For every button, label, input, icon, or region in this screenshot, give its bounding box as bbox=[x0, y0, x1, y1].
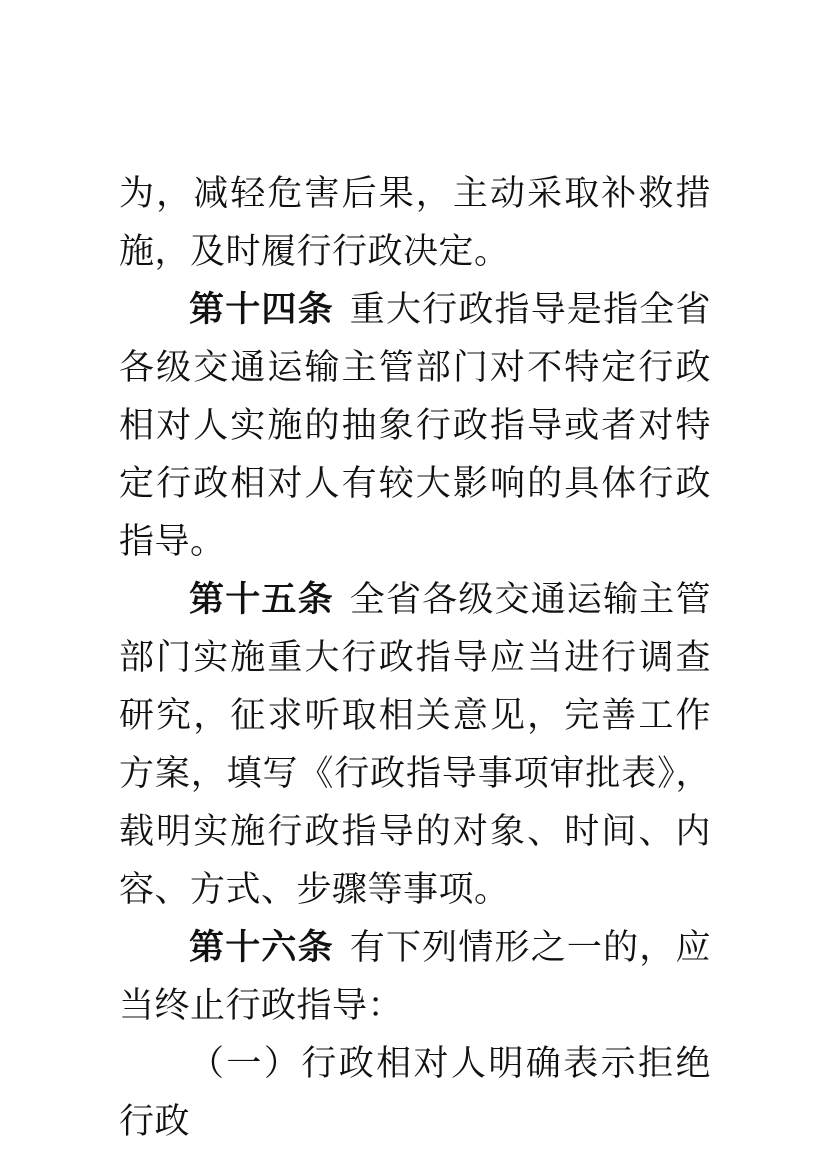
article-14 bbox=[119, 281, 711, 571]
article-number: 第十五条 bbox=[189, 580, 334, 620]
list-item bbox=[119, 1035, 711, 1151]
paragraph-text: （一）行政相对人明确表示拒绝行政 bbox=[119, 1044, 711, 1142]
article-number: 第十四条 bbox=[189, 290, 334, 330]
article-15 bbox=[119, 571, 711, 919]
paragraph-text: 重大行政指导是指全省各级交通运输主管部门对不特定行政相对人实施的抽象行政指导或者对特定行政相对人有较大影响的具体行政指导。 bbox=[119, 290, 711, 562]
article-16 bbox=[119, 919, 711, 1035]
paragraph-continuation bbox=[119, 165, 711, 281]
paragraph-text: 全省各级交通运输主管部门实施重大行政指导应当进行调查研究，征求听取相关意见，完善工作方案，填写《行政指导事项审批表》，载明实施行政指导的对象、时间、内容、方式、步骤等事项。 bbox=[119, 580, 711, 910]
paragraph-text: 有下列情形之一的，应当终止行政指导： bbox=[119, 928, 711, 1026]
article-number: 第十六条 bbox=[189, 928, 334, 968]
document-body bbox=[119, 165, 711, 1151]
paragraph-text: 为，减轻危害后果，主动采取补救措施，及时履行行政决定。 bbox=[119, 174, 711, 272]
